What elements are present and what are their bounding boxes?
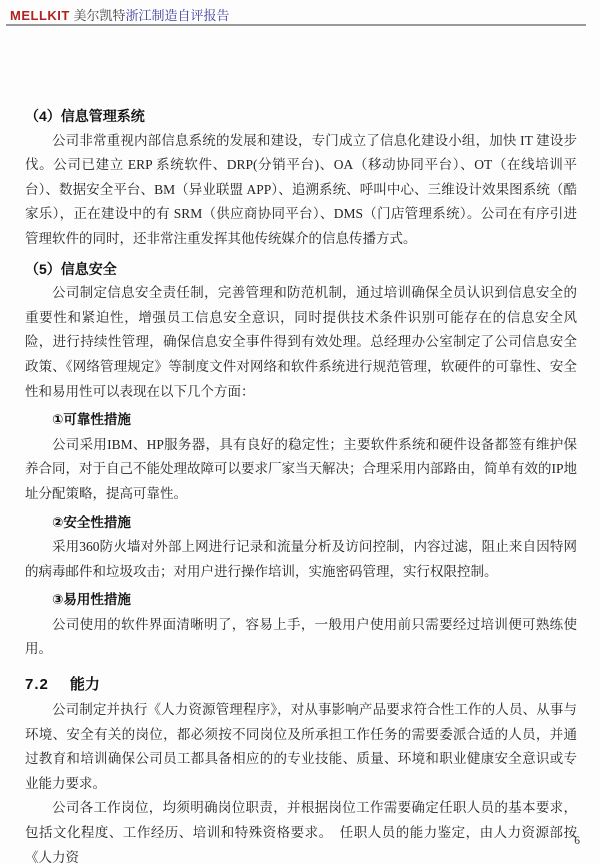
reliability-measures-paragraph: 公司采用IBM、HP服务器，具有良好的稳定性；主要软件系统和硬件设备都签有维护保养合同，对于自己不能处理故障可以要求厂家当天解决；合理采用内部路由，简单有效的IP地址分配策略，提高可靠性。: [25, 436, 578, 501]
usability-measures-paragraph: 公司使用的软件界面清晰明了，容易上手，一般用户使用前只需要经过培训便可熟练使用。: [25, 616, 577, 657]
reliability-measures-heading: ①可靠性措施: [52, 412, 131, 428]
section-72-heading: [25, 671, 577, 698]
company-name: 美尔凯特: [73, 8, 126, 23]
security-measures-heading: ②安全性措施: [52, 514, 131, 530]
running-header: [0, 0, 600, 24]
section-5-heading: （5）信息安全: [25, 260, 117, 277]
report-title: 浙江制造自评报告: [125, 8, 230, 23]
section-72-paragraph-2: 公司各工作岗位，均须明确岗位职责，并根据岗位工作需要确定任职人员的基本要求，包括文化程度、工作经历、培训和特殊资格要求。 任职人员的能力鉴定，由人力资源部按《人力资: [25, 800, 577, 864]
section-72-title: 能力: [69, 676, 100, 694]
document-body: [0, 26, 600, 864]
section-72-number: 7.2: [25, 676, 49, 694]
section-72-paragraph-1: 公司制定并执行《人力资源管理程序》，对从事影响产品要求符合性工作的人员、从事与环境、安全有关的岗位，都必须按不同岗位及所承担工作任务的需要委派合适的人员，并通过教育和培训确保公司员工都具备相应的的专业技能、质量、环境和职业健康安全意识或专业能力要求。: [25, 702, 577, 791]
page-number: 6: [574, 835, 580, 847]
security-measures-paragraph: 采用360防火墙对外部上网进行记录和流量分析及访问控制，内容过滤，阻止来自因特网的病毒邮件和垃圾攻击；对用户进行操作培训，实施密码管理，实行权限控制。: [25, 539, 577, 579]
brand-logo-text: MELLKIT: [10, 8, 70, 23]
section-5-paragraph: 公司制定信息安全责任制，完善管理和防范机制，通过培训确保全员认识到信息安全的重要性和紧迫性，增强员工信息安全意识，同时提供技术条件识别可能存在的信息安全风险，进行持续性管理，确保信息安全事件得到有效处理。总经理办公室制定了公司信息安全政策、《网络管理规定》等制度文件对网络和软件系统进行规范管理，软硬件的可靠性、安全性和易用性可以表现在以下几个方面：: [25, 285, 577, 399]
section-4-heading: （4）信息管理系统: [25, 108, 145, 124]
section-4-paragraph: 公司非常重视内部信息系统的发展和建设，专门成立了信息化建设小组，加快 IT 建设步伐。公司已建立 ERP 系统软件、DRP(分销平台)、OA（移动协同平台）、OT（在线培训平台）、数据安全平台、BM（异业联盟 APP）、追溯系统、呼叫中心、三维设计效果图系统（酷家乐），正在建设中的有 SRM（供应商协同平台）、DMS（门店管理系统）。公司在有序引进管理软件的同时，还非常注重发挥其他传统媒介的信息传播方式。: [25, 132, 577, 246]
usability-measures-heading: ③易用性措施: [52, 592, 131, 608]
